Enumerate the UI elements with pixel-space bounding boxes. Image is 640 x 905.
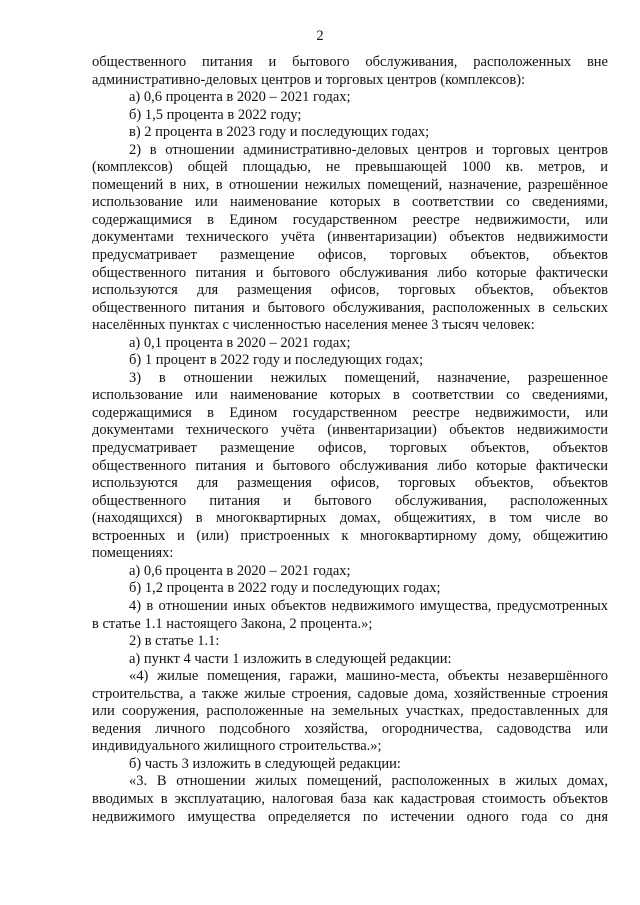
- text-line: строительства, а также жилые строения, садовые дома, хозяйственные строения: [92, 685, 608, 702]
- text-line: содержащимися в Едином государственном реестре недвижимости, или: [92, 211, 608, 228]
- text-line: 2) в статье 1.1:: [129, 633, 220, 650]
- text-line: а) 0,6 процента в 2020 – 2021 годах;: [129, 89, 351, 106]
- text-line: использование или наименование которых в соответствии со сведениями,: [92, 194, 608, 211]
- text-line: помещениях:: [92, 545, 174, 562]
- text-line: 4) в отношении иных объектов недвижимого имущества, предусмотренных: [129, 597, 608, 614]
- text-line: населённых пунктах с численностью населения менее 3 тысяч человек:: [92, 317, 535, 334]
- text-line: содержащимися в Едином государственном реестре недвижимости, или: [92, 404, 608, 421]
- text-line: общественного питания и бытового обслуживания, расположенных вне: [92, 54, 608, 70]
- text-line: общественного питания и бытового обслуживания, расположенных: [92, 492, 608, 509]
- text-line: документами технического учёта (инвентаризации) объектов недвижимости: [92, 229, 608, 246]
- text-line: в статье 1.1 настоящего Закона, 2 процента.»;: [92, 615, 373, 632]
- text-line: общественного питания и бытового обслуживания, расположенных в сельских: [92, 299, 608, 316]
- text-line: ведения личного подсобного хозяйства, огородничества, садоводства или: [92, 720, 608, 737]
- text-line: предусматривает размещение офисов, торговых объектов, объектов: [92, 247, 608, 264]
- text-line: помещений в них, в отношении нежилых помещений, назначение, разрешённое: [92, 176, 608, 193]
- text-line: «4) жилые помещения, гаражи, машино-места, объекты незавершённого: [129, 668, 608, 685]
- text-line: 3) в отношении нежилых помещений, назначение, разрешенное: [129, 369, 608, 386]
- text-line: общественного питания и бытового обслуживания либо которые фактически: [92, 264, 608, 281]
- text-line: (находящихся) в многоквартирных домах, общежитиях, в том числе во: [92, 510, 608, 527]
- text-line: (комплексов) общей площадью, не превышающей 1000 кв. метров, и: [92, 159, 608, 176]
- document-body: [92, 54, 608, 826]
- text-line: 2) в отношении административно-деловых центров и торговых центров: [129, 141, 608, 158]
- text-line: встроенных и (или) пристроенных к многоквартирному дому, общежитию: [92, 527, 608, 544]
- text-line: используются для размещения офисов, торговых объектов, объектов: [92, 282, 608, 299]
- text-line: административно-деловых центров и торговых центров (комплексов):: [92, 71, 526, 88]
- text-line: а) 0,1 процента в 2020 – 2021 годах;: [129, 334, 351, 351]
- text-line: индивидуального жилищного строительства.»;: [92, 738, 382, 755]
- text-line: недвижимого имущества определяется по истечении одного года со дня: [92, 808, 608, 825]
- text-line: «3. В отношении жилых помещений, расположенных в жилых домах,: [129, 773, 608, 790]
- text-line: вводимых в эксплуатацию, налоговая база как кадастровая стоимость объектов: [92, 790, 608, 807]
- text-line: или сооружения, расположенные на земельных участках, предоставленных для: [92, 703, 608, 720]
- text-line: б) часть 3 изложить в следующей редакции:: [129, 755, 401, 772]
- text-line: б) 1 процент в 2022 году и последующих годах;: [129, 352, 424, 369]
- text-line: используются для размещения офисов, торговых объектов, объектов: [92, 475, 608, 492]
- text-line: предусматривает размещение офисов, торговых объектов, объектов: [92, 440, 608, 457]
- text-line: а) пункт 4 части 1 изложить в следующей редакции:: [129, 650, 452, 667]
- text-line: использование или наименование которых в соответствии со сведениями,: [92, 387, 608, 404]
- text-line: общественного питания и бытового обслуживания либо которые фактически: [92, 457, 608, 474]
- text-line: б) 1,5 процента в 2022 году;: [129, 106, 302, 123]
- text-line: б) 1,2 процента в 2022 году и последующих годах;: [129, 580, 441, 597]
- text-line: документами технического учёта (инвентаризации) объектов недвижимости: [92, 422, 608, 439]
- text-line: в) 2 процента в 2023 году и последующих годах;: [129, 124, 430, 141]
- text-line: а) 0,6 процента в 2020 – 2021 годах;: [129, 562, 351, 579]
- page-number: 2: [316, 28, 324, 44]
